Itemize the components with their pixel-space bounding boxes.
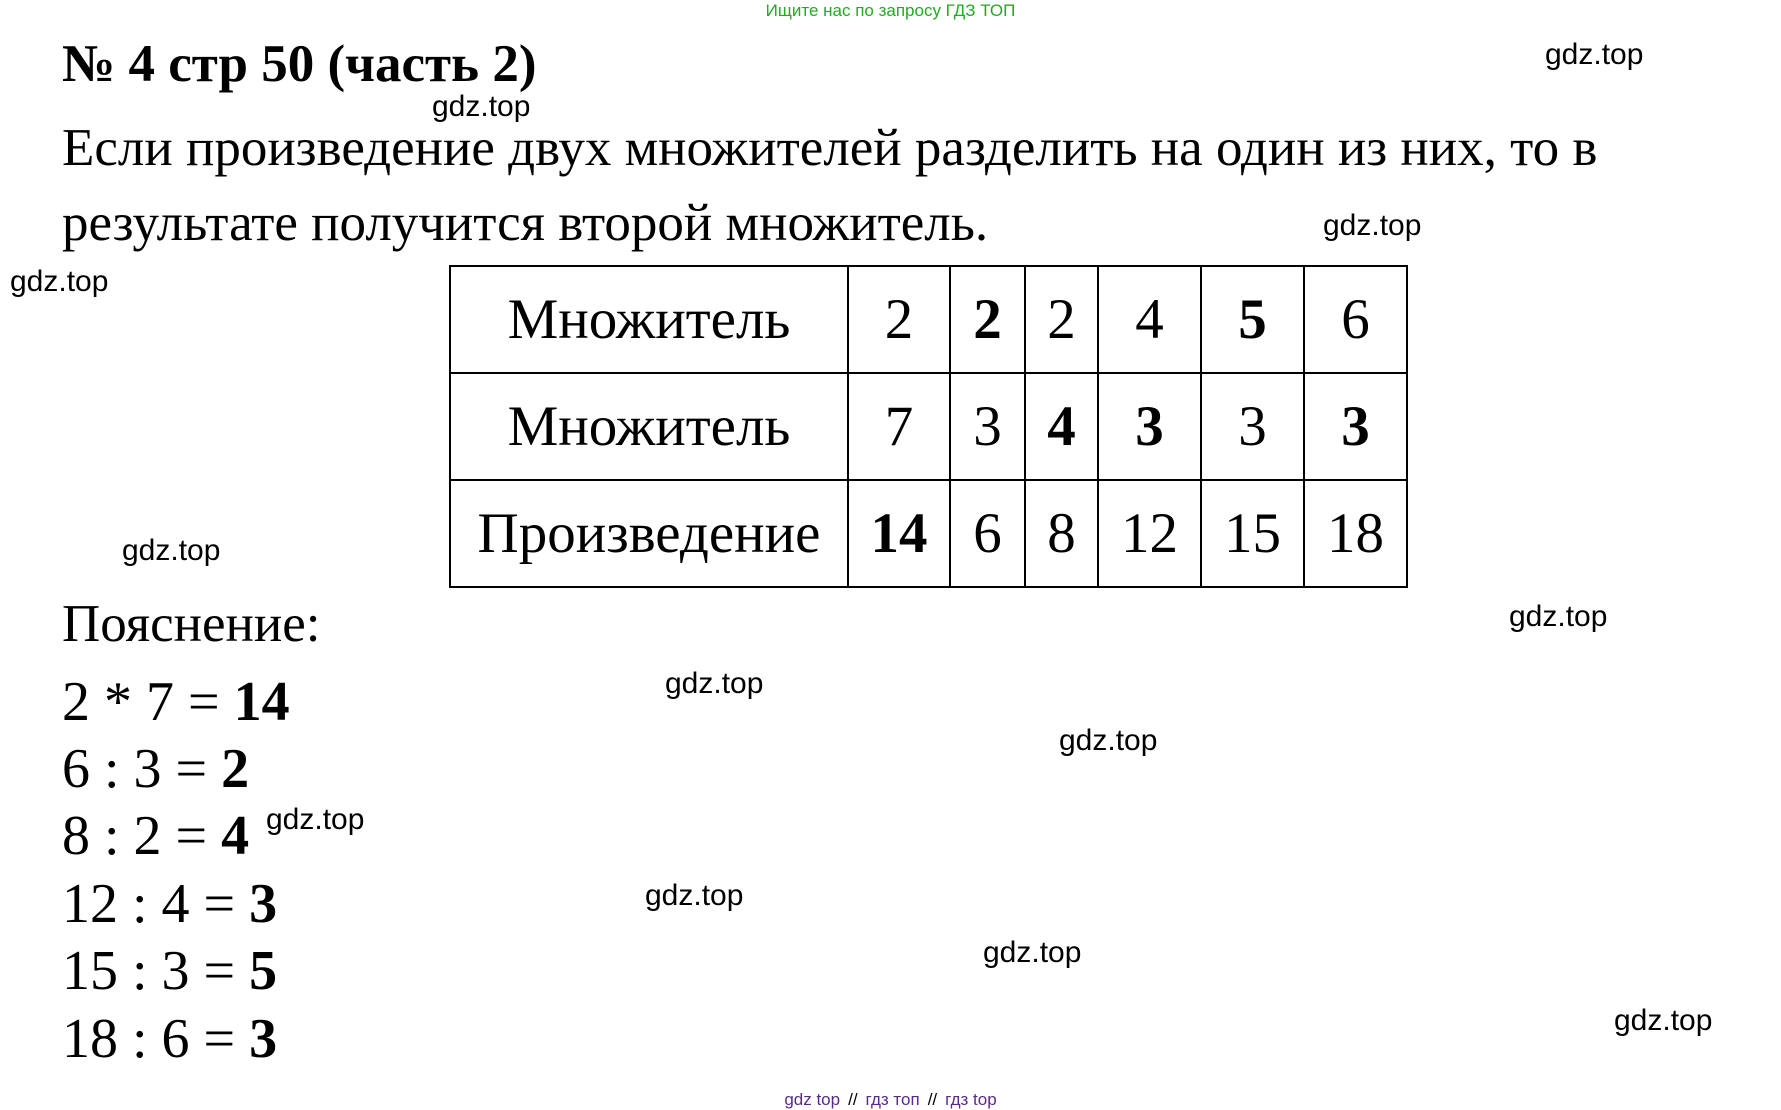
table-cell: 14 bbox=[848, 480, 950, 587]
equation-result: 3 bbox=[249, 873, 278, 935]
watermark: gdz.top bbox=[1545, 38, 1644, 71]
table-cell: 2 bbox=[1025, 266, 1098, 373]
watermark: gdz.top bbox=[432, 90, 531, 123]
table-cell: 6 bbox=[950, 480, 1025, 587]
table-cell: 12 bbox=[1098, 480, 1201, 587]
row-label: Множитель bbox=[450, 266, 848, 373]
equation-result: 4 bbox=[221, 805, 250, 867]
table-cell: 6 bbox=[1304, 266, 1407, 373]
search-banner: Ищите нас по запросу ГДЗ ТОП bbox=[765, 1, 1016, 20]
row-label: Произведение bbox=[450, 480, 848, 587]
multiplication-table bbox=[449, 265, 1408, 588]
watermark: gdz.top bbox=[645, 879, 744, 912]
equation-line bbox=[62, 671, 290, 733]
table-row-factor-2 bbox=[450, 373, 1407, 480]
equation-expression: 15 : 3 = bbox=[62, 940, 250, 1002]
equation-line bbox=[62, 1008, 278, 1070]
equation-line bbox=[62, 805, 250, 867]
table-cell: 18 bbox=[1304, 480, 1407, 587]
footer-link[interactable]: гдз топ bbox=[865, 1090, 920, 1109]
watermark: gdz.top bbox=[10, 265, 109, 298]
footer-separator: // bbox=[848, 1090, 858, 1109]
watermark: gdz.top bbox=[122, 534, 221, 567]
rule-text-line-1: Если произведение двух множителей разделить на один из них, то в bbox=[62, 119, 1598, 177]
equation-result: 2 bbox=[221, 738, 250, 800]
table-cell: 15 bbox=[1201, 480, 1304, 587]
table-row-product bbox=[450, 480, 1407, 587]
table-cell: 3 bbox=[1098, 373, 1201, 480]
equation-expression: 12 : 4 = bbox=[62, 873, 250, 935]
equation-expression: 2 * 7 = bbox=[62, 671, 234, 733]
equation-result: 14 bbox=[233, 671, 290, 733]
equation-expression: 8 : 2 = bbox=[62, 805, 222, 867]
equation-line bbox=[62, 738, 250, 800]
watermark: gdz.top bbox=[266, 803, 365, 836]
watermark: gdz.top bbox=[983, 936, 1082, 969]
watermark: gdz.top bbox=[1323, 209, 1422, 242]
row-label: Множитель bbox=[450, 373, 848, 480]
table-row-factor-1 bbox=[450, 266, 1407, 373]
footer-link[interactable]: gdz top bbox=[784, 1090, 841, 1109]
equation-line bbox=[62, 873, 278, 935]
table-cell: 4 bbox=[1098, 266, 1201, 373]
explanation-heading: Пояснение: bbox=[62, 595, 321, 653]
table-cell: 8 bbox=[1025, 480, 1098, 587]
footer-link[interactable]: гдз top bbox=[945, 1090, 997, 1109]
watermark: gdz.top bbox=[1059, 724, 1158, 757]
table-cell: 3 bbox=[950, 373, 1025, 480]
equation-result: 3 bbox=[249, 1008, 278, 1070]
footer-separator: // bbox=[927, 1090, 938, 1109]
watermark: gdz.top bbox=[1614, 1004, 1713, 1037]
table-cell: 2 bbox=[848, 266, 950, 373]
table-cell: 3 bbox=[1304, 373, 1407, 480]
footer-links bbox=[0, 1090, 1781, 1110]
watermark: gdz.top bbox=[1509, 600, 1608, 633]
watermark: gdz.top bbox=[665, 667, 764, 700]
page-title: № 4 стр 50 (часть 2) bbox=[62, 35, 537, 93]
equation-line bbox=[62, 940, 278, 1002]
equation-result: 5 bbox=[249, 940, 278, 1002]
table-cell: 2 bbox=[950, 266, 1025, 373]
table-cell: 7 bbox=[848, 373, 950, 480]
rule-text-line-2: результате получится второй множитель. bbox=[62, 194, 989, 252]
equation-expression: 18 : 6 = bbox=[62, 1008, 250, 1070]
table-cell: 5 bbox=[1201, 266, 1304, 373]
equation-expression: 6 : 3 = bbox=[62, 738, 222, 800]
table-cell: 3 bbox=[1201, 373, 1304, 480]
table-cell: 4 bbox=[1025, 373, 1098, 480]
